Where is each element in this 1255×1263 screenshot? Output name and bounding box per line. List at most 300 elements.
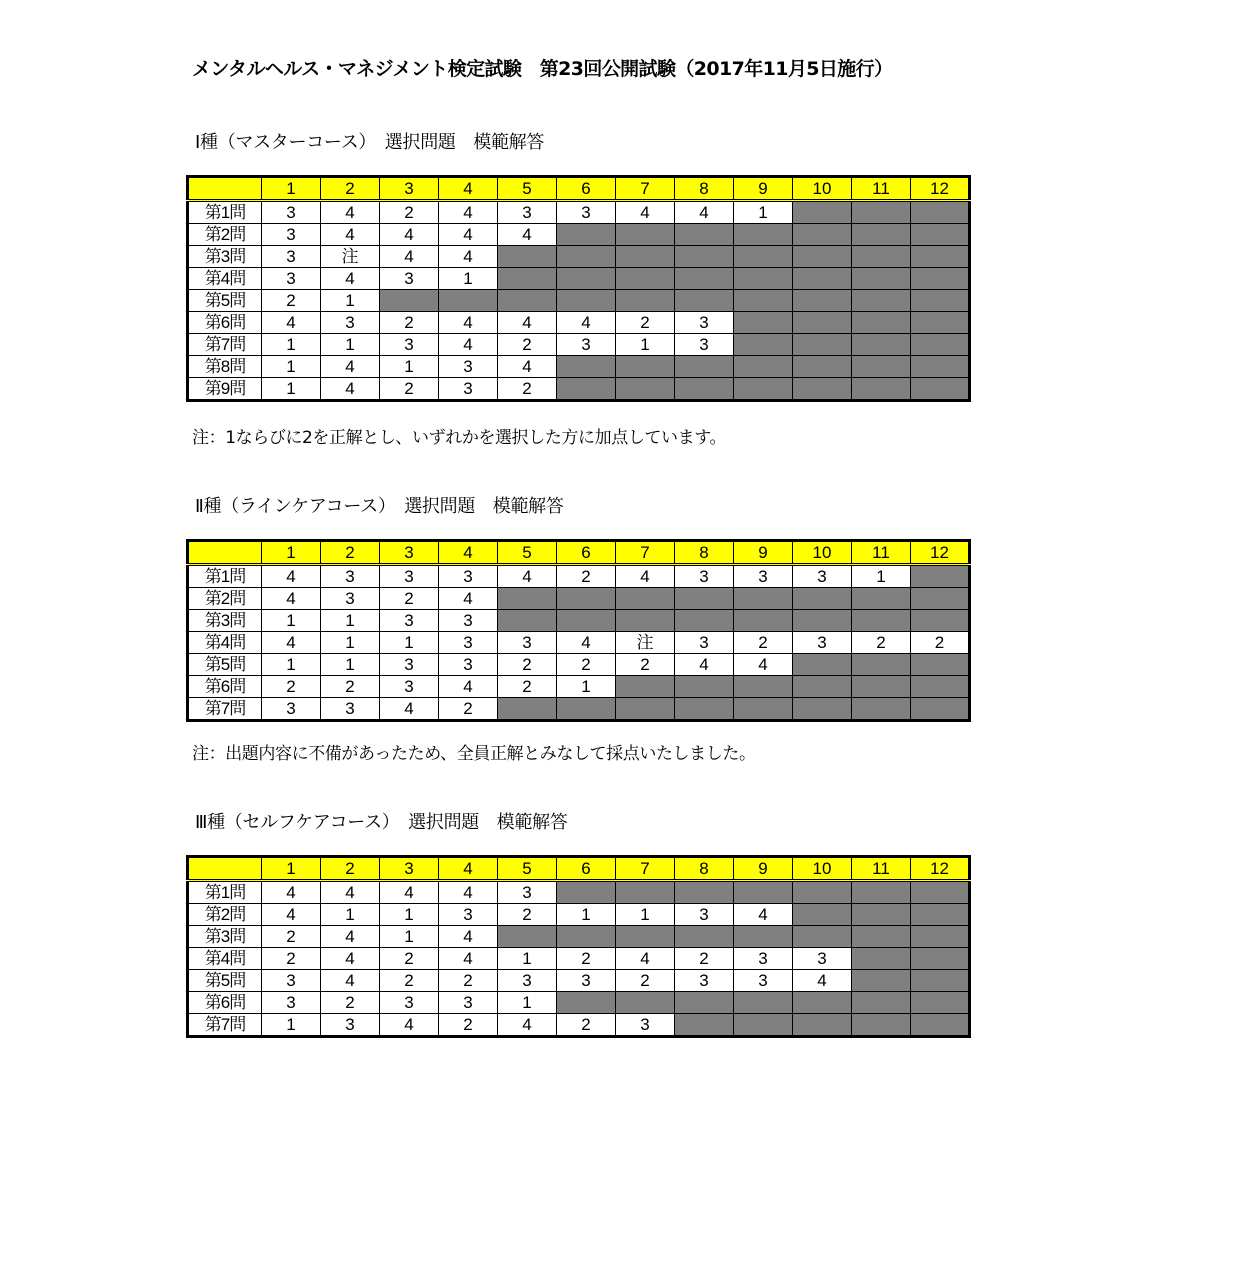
question-number-header: 9 [734, 177, 793, 201]
answer-cell: 3 [262, 970, 321, 992]
question-number-header: 10 [793, 541, 852, 565]
blank-cell [793, 926, 852, 948]
table-row [188, 948, 970, 970]
blank-cell [911, 356, 970, 378]
question-number-header: 8 [675, 541, 734, 565]
blank-cell [498, 268, 557, 290]
answer-cell: 1 [321, 904, 380, 926]
answer-cell: 4 [262, 565, 321, 588]
question-number-header: 1 [262, 541, 321, 565]
table-row [188, 881, 970, 904]
answer-cell: 2 [557, 565, 616, 588]
blank-cell [557, 881, 616, 904]
blank-cell [852, 904, 911, 926]
answer-cell: 4 [439, 676, 498, 698]
answer-cell: 3 [262, 224, 321, 246]
question-number-header: 5 [498, 177, 557, 201]
answer-cell: 2 [616, 312, 675, 334]
blank-cell [793, 290, 852, 312]
answer-cell: 3 [380, 268, 439, 290]
row-label: 第3問 [188, 926, 262, 948]
question-number-header: 11 [852, 541, 911, 565]
header-row [188, 541, 970, 565]
row-label: 第8問 [188, 356, 262, 378]
section-1-title: Ⅰ種（マスターコース） 選択問題 模範解答 [195, 132, 545, 153]
answer-cell: 1 [380, 632, 439, 654]
blank-cell [616, 610, 675, 632]
answer-cell: 1 [321, 334, 380, 356]
answer-cell: 4 [321, 356, 380, 378]
row-label: 第2問 [188, 588, 262, 610]
header-row [188, 177, 970, 201]
answer-cell: 4 [380, 246, 439, 268]
blank-cell [498, 588, 557, 610]
answer-cell: 4 [498, 356, 557, 378]
question-number-header: 4 [439, 177, 498, 201]
blank-cell [911, 201, 970, 224]
blank-cell [852, 676, 911, 698]
blank-cell [911, 334, 970, 356]
answer-cell: 3 [498, 632, 557, 654]
answer-cell: 1 [380, 356, 439, 378]
answer-cell: 2 [439, 698, 498, 721]
answer-cell: 2 [557, 654, 616, 676]
blank-cell [911, 881, 970, 904]
table-row [188, 378, 970, 401]
blank-cell [734, 312, 793, 334]
answer-cell: 4 [793, 970, 852, 992]
blank-cell [852, 698, 911, 721]
blank-cell [911, 268, 970, 290]
blank-cell [675, 268, 734, 290]
answer-cell: 3 [557, 201, 616, 224]
answer-cell: 3 [439, 610, 498, 632]
answer-cell: 1 [262, 610, 321, 632]
answer-cell: 3 [439, 565, 498, 588]
corner-header-cell [188, 857, 262, 881]
blank-cell [911, 676, 970, 698]
answer-cell: 3 [675, 632, 734, 654]
answer-cell: 2 [380, 378, 439, 401]
answer-cell: 4 [498, 565, 557, 588]
blank-cell [911, 992, 970, 1014]
answer-cell: 1 [734, 201, 793, 224]
answer-cell: 1 [262, 654, 321, 676]
question-number-header: 1 [262, 177, 321, 201]
blank-cell [675, 926, 734, 948]
blank-cell [793, 268, 852, 290]
table-row [188, 926, 970, 948]
blank-cell [734, 290, 793, 312]
blank-cell [852, 1014, 911, 1037]
answer-cell: 2 [498, 334, 557, 356]
blank-cell [734, 334, 793, 356]
answer-cell: 4 [439, 312, 498, 334]
blank-cell [616, 290, 675, 312]
answer-cell: 4 [439, 334, 498, 356]
answer-cell: 3 [439, 356, 498, 378]
answer-cell: 4 [557, 632, 616, 654]
answer-cell: 1 [321, 290, 380, 312]
blank-cell [557, 290, 616, 312]
question-number-header: 8 [675, 177, 734, 201]
answer-cell: 2 [498, 654, 557, 676]
table-row [188, 334, 970, 356]
answer-cell: 3 [498, 881, 557, 904]
answer-cell: 3 [557, 334, 616, 356]
blank-cell [675, 356, 734, 378]
question-number-header: 9 [734, 541, 793, 565]
question-number-header: 4 [439, 541, 498, 565]
answer-cell: 2 [616, 654, 675, 676]
row-label: 第3問 [188, 610, 262, 632]
blank-cell [675, 881, 734, 904]
blank-cell [793, 881, 852, 904]
row-label: 第4問 [188, 948, 262, 970]
answer-cell: 4 [616, 201, 675, 224]
answer-cell: 3 [380, 565, 439, 588]
blank-cell [557, 224, 616, 246]
answer-cell: 3 [734, 565, 793, 588]
answer-cell: 3 [439, 992, 498, 1014]
blank-cell [616, 224, 675, 246]
blank-cell [616, 356, 675, 378]
blank-cell [734, 378, 793, 401]
blank-cell [793, 992, 852, 1014]
answer-cell: 3 [262, 246, 321, 268]
row-label: 第7問 [188, 334, 262, 356]
answer-cell: 2 [557, 948, 616, 970]
blank-cell [793, 224, 852, 246]
question-number-header: 12 [911, 857, 970, 881]
question-number-header: 6 [557, 177, 616, 201]
table-row [188, 676, 970, 698]
blank-cell [911, 588, 970, 610]
answer-cell: 4 [380, 1014, 439, 1037]
answer-cell: 1 [439, 268, 498, 290]
answer-cell: 4 [321, 268, 380, 290]
answer-cell: 2 [675, 948, 734, 970]
row-label: 第1問 [188, 201, 262, 224]
blank-cell [793, 904, 852, 926]
corner-header-cell [188, 177, 262, 201]
blank-cell [734, 698, 793, 721]
question-number-header: 9 [734, 857, 793, 881]
answer-cell: 3 [321, 588, 380, 610]
answer-cell: 1 [262, 334, 321, 356]
blank-cell [852, 588, 911, 610]
blank-cell [852, 201, 911, 224]
blank-cell [616, 378, 675, 401]
table-row [188, 268, 970, 290]
answer-cell: 4 [734, 904, 793, 926]
blank-cell [793, 356, 852, 378]
section-1-note: 注：1ならびに2を正解とし、いずれかを選択した方に加点しています。 [192, 428, 727, 448]
blank-cell [734, 610, 793, 632]
blank-cell [734, 676, 793, 698]
question-number-header: 2 [321, 541, 380, 565]
answer-cell: 4 [321, 948, 380, 970]
row-label: 第6問 [188, 312, 262, 334]
answer-cell: 4 [675, 201, 734, 224]
answer-cell: 4 [616, 948, 675, 970]
row-label: 第1問 [188, 565, 262, 588]
blank-cell [734, 1014, 793, 1037]
blank-cell [675, 378, 734, 401]
question-number-header: 3 [380, 857, 439, 881]
blank-cell [734, 588, 793, 610]
blank-cell [911, 948, 970, 970]
section-3-title: Ⅲ種（セルフケアコース） 選択問題 模範解答 [195, 812, 568, 833]
answer-cell: 4 [439, 881, 498, 904]
answer-cell: 3 [262, 201, 321, 224]
blank-cell [793, 246, 852, 268]
blank-cell [793, 610, 852, 632]
question-number-header: 7 [616, 541, 675, 565]
answer-cell: 3 [616, 1014, 675, 1037]
answer-cell: 4 [380, 698, 439, 721]
answer-cell: 4 [321, 881, 380, 904]
answer-cell: 3 [321, 565, 380, 588]
table-row [188, 654, 970, 676]
answer-cell: 3 [262, 992, 321, 1014]
blank-cell [616, 676, 675, 698]
table-row [188, 224, 970, 246]
blank-cell [380, 290, 439, 312]
blank-cell [557, 926, 616, 948]
blank-cell [852, 246, 911, 268]
answer-cell: 1 [380, 904, 439, 926]
answer-cell: 4 [439, 201, 498, 224]
blank-cell [734, 224, 793, 246]
answer-cell: 3 [498, 201, 557, 224]
answer-table-3 [186, 855, 971, 1038]
answer-cell: 4 [498, 224, 557, 246]
blank-cell [557, 610, 616, 632]
answer-cell: 4 [557, 312, 616, 334]
table-row [188, 1014, 970, 1037]
blank-cell [911, 246, 970, 268]
table-row [188, 610, 970, 632]
answer-cell: 2 [911, 632, 970, 654]
blank-cell [557, 268, 616, 290]
blank-cell [616, 588, 675, 610]
answer-cell: 3 [439, 632, 498, 654]
blank-cell [793, 1014, 852, 1037]
answer-cell: 1 [380, 926, 439, 948]
blank-cell [498, 698, 557, 721]
answer-cell: 4 [439, 224, 498, 246]
blank-cell [911, 290, 970, 312]
answer-cell: 3 [793, 948, 852, 970]
answer-cell: 2 [734, 632, 793, 654]
answer-cell: 2 [498, 904, 557, 926]
answer-cell: 1 [262, 378, 321, 401]
answer-cell: 4 [262, 881, 321, 904]
row-label: 第6問 [188, 676, 262, 698]
blank-cell [557, 588, 616, 610]
answer-table-2 [186, 539, 971, 722]
blank-cell [734, 268, 793, 290]
blank-cell [911, 312, 970, 334]
answer-cell: 2 [262, 948, 321, 970]
answer-cell: 1 [557, 676, 616, 698]
answer-cell: 4 [262, 632, 321, 654]
answer-cell: 3 [439, 654, 498, 676]
blank-cell [734, 992, 793, 1014]
answer-cell: 2 [321, 992, 380, 1014]
blank-cell [616, 698, 675, 721]
table-row [188, 588, 970, 610]
question-number-header: 11 [852, 857, 911, 881]
row-label: 第9問 [188, 378, 262, 401]
answer-cell: 3 [675, 312, 734, 334]
answer-cell: 1 [498, 992, 557, 1014]
blank-cell [793, 334, 852, 356]
document-title: メンタルヘルス・マネジメント検定試験 第23回公開試験（2017年11月5日施行） [192, 58, 893, 80]
blank-cell [852, 268, 911, 290]
row-label: 第1問 [188, 881, 262, 904]
answer-cell: 3 [380, 610, 439, 632]
blank-cell [911, 378, 970, 401]
blank-cell [498, 926, 557, 948]
question-number-header: 3 [380, 541, 439, 565]
blank-cell [911, 654, 970, 676]
blank-cell [557, 992, 616, 1014]
answer-cell: 2 [380, 948, 439, 970]
blank-cell [498, 610, 557, 632]
blank-cell [852, 926, 911, 948]
answer-cell: 3 [675, 904, 734, 926]
answer-cell: 4 [734, 654, 793, 676]
blank-cell [675, 1014, 734, 1037]
answer-cell: 4 [675, 654, 734, 676]
blank-cell [852, 654, 911, 676]
answer-cell: 4 [439, 926, 498, 948]
answer-cell: 3 [675, 334, 734, 356]
blank-cell [734, 881, 793, 904]
question-number-header: 8 [675, 857, 734, 881]
question-number-header: 7 [616, 857, 675, 881]
row-label: 第3問 [188, 246, 262, 268]
answer-table-1 [186, 175, 971, 402]
answer-cell: 4 [321, 201, 380, 224]
blank-cell [911, 698, 970, 721]
blank-cell [675, 992, 734, 1014]
blank-cell [675, 588, 734, 610]
answer-cell: 3 [439, 378, 498, 401]
blank-cell [675, 676, 734, 698]
blank-cell [734, 356, 793, 378]
blank-cell [793, 201, 852, 224]
row-label: 第4問 [188, 268, 262, 290]
answer-cell: 2 [380, 312, 439, 334]
answer-cell: 4 [321, 970, 380, 992]
answer-cell: 3 [321, 698, 380, 721]
answer-cell: 3 [734, 970, 793, 992]
corner-header-cell [188, 541, 262, 565]
blank-cell [852, 970, 911, 992]
row-label: 第2問 [188, 904, 262, 926]
blank-cell [557, 356, 616, 378]
answer-cell: 1 [616, 904, 675, 926]
table-row [188, 992, 970, 1014]
answer-cell: 1 [321, 610, 380, 632]
answer-cell: 3 [793, 565, 852, 588]
blank-cell [852, 224, 911, 246]
row-label: 第5問 [188, 290, 262, 312]
blank-cell [557, 378, 616, 401]
blank-cell [852, 992, 911, 1014]
row-label: 第6問 [188, 992, 262, 1014]
answer-cell: 3 [734, 948, 793, 970]
blank-cell [557, 698, 616, 721]
answer-cell: 注 [321, 246, 380, 268]
answer-cell: 4 [262, 904, 321, 926]
answer-cell: 4 [380, 224, 439, 246]
answer-cell: 3 [262, 698, 321, 721]
table-row [188, 312, 970, 334]
blank-cell [852, 290, 911, 312]
answer-cell: 4 [262, 588, 321, 610]
question-number-header: 12 [911, 177, 970, 201]
blank-cell [852, 356, 911, 378]
blank-cell [793, 312, 852, 334]
blank-cell [616, 881, 675, 904]
answer-cell: 2 [321, 676, 380, 698]
blank-cell [616, 246, 675, 268]
row-label: 第7問 [188, 698, 262, 721]
answer-cell: 3 [439, 904, 498, 926]
answer-cell: 1 [852, 565, 911, 588]
blank-cell [616, 268, 675, 290]
answer-cell: 4 [439, 246, 498, 268]
row-label: 第2問 [188, 224, 262, 246]
blank-cell [793, 698, 852, 721]
answer-cell: 3 [380, 676, 439, 698]
answer-cell: 4 [262, 312, 321, 334]
answer-cell: 3 [793, 632, 852, 654]
blank-cell [911, 1014, 970, 1037]
blank-cell [498, 290, 557, 312]
answer-cell: 4 [439, 588, 498, 610]
answer-cell: 4 [380, 881, 439, 904]
answer-cell: 3 [498, 970, 557, 992]
answer-cell: 注 [616, 632, 675, 654]
answer-cell: 4 [498, 1014, 557, 1037]
table-row [188, 290, 970, 312]
blank-cell [911, 610, 970, 632]
answer-cell: 2 [439, 970, 498, 992]
answer-cell: 3 [262, 268, 321, 290]
blank-cell [852, 312, 911, 334]
blank-cell [734, 246, 793, 268]
answer-cell: 3 [380, 334, 439, 356]
question-number-header: 7 [616, 177, 675, 201]
table-row [188, 904, 970, 926]
blank-cell [911, 224, 970, 246]
blank-cell [675, 610, 734, 632]
section-2-title: Ⅱ種（ラインケアコース） 選択問題 模範解答 [195, 496, 564, 517]
blank-cell [793, 676, 852, 698]
answer-cell: 2 [380, 588, 439, 610]
answer-cell: 1 [321, 632, 380, 654]
answer-cell: 3 [675, 565, 734, 588]
question-number-header: 12 [911, 541, 970, 565]
answer-cell: 2 [262, 926, 321, 948]
blank-cell [675, 698, 734, 721]
blank-cell [616, 992, 675, 1014]
